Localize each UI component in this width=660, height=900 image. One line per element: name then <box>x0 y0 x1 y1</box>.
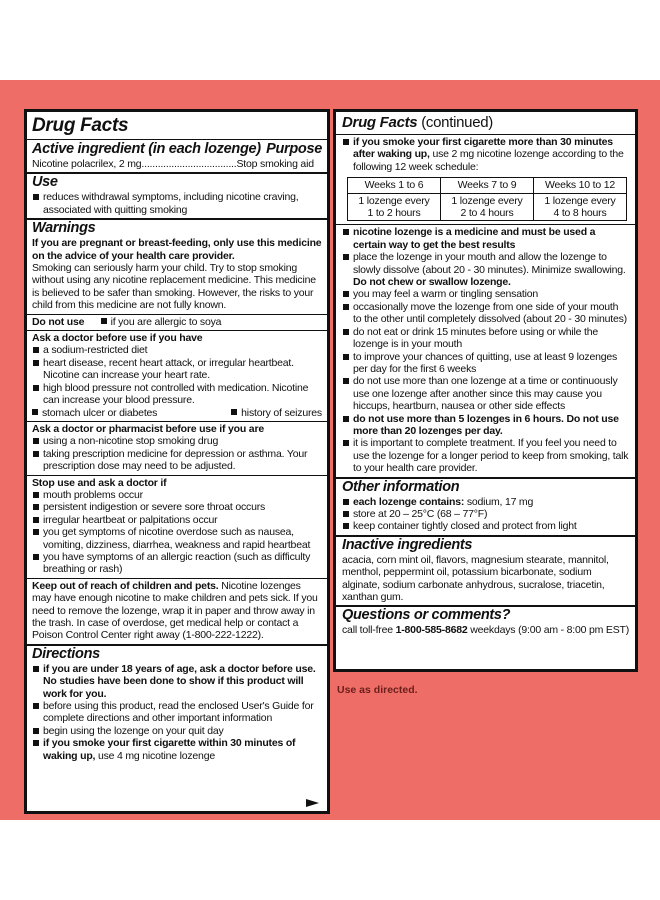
dosing-schedule-table <box>347 177 627 221</box>
ask-doctor-item: a sodium-restricted diet <box>32 344 322 356</box>
directions-item-bold: if you smoke your first cigarette more than 30 minutes after waking up, <box>353 136 613 161</box>
hours: weekdays (9:00 am - 8:00 pm EST) <box>467 624 630 637</box>
directions-item: if you are under 18 years of age, ask a doctor before use. No studies have been done to show if this product will work for you. <box>32 663 322 700</box>
stop-use-heading: Stop use and ask a doctor if <box>32 476 167 489</box>
continued-suffix: (continued) <box>417 114 493 131</box>
directions-item: do not use more than one lozenge at a time or continuously use one lozenge after another since this may cause you hiccups, heartburn, nausea or other side effects <box>342 375 629 412</box>
divider <box>27 139 327 140</box>
stomach-item-label: stomach ulcer or diabetes <box>42 406 158 419</box>
stop-use-item: persistent indigestion or severe sore throat occurs <box>32 501 322 513</box>
divider <box>27 421 327 422</box>
continued-title: Drug Facts <box>342 114 418 131</box>
directions-item-text: use 4 mg nicotine lozenge <box>95 749 215 762</box>
stop-use-item: mouth problems occur <box>32 489 322 501</box>
directions-item-text: use 2 mg nicotine lozenge according to the following 12 week schedule: <box>353 148 624 173</box>
questions-heading: Questions or comments? <box>342 607 511 624</box>
drug-facts-title: Drug Facts <box>32 115 129 136</box>
cell-line: 1 lozenge every <box>358 194 430 207</box>
active-ingredient-line <box>32 158 322 170</box>
table-cell <box>534 193 627 221</box>
cell-line: 1 to 2 hours <box>367 207 421 220</box>
seizure-item <box>231 407 322 419</box>
seizure-item-label: history of seizures <box>241 406 322 419</box>
ask-pharmacist-heading: Ask a doctor or pharmacist before use if you are <box>32 422 264 435</box>
table-row <box>348 178 627 193</box>
pregnancy-warning-text: Smoking can seriously harm your child. Try to stop smoking without using any nicotine replacement medicine. This medicine is believed to be safer than smoking. However, the risks to your child from this medicine are not fully known. <box>32 262 316 312</box>
directions-item-bold: if you smoke your first cigarette within 30 minutes of waking up, <box>43 737 296 762</box>
divider <box>336 224 635 225</box>
divider <box>27 578 327 579</box>
ask-doctor-item: heart disease, recent heart attack, or irregular heartbeat. Nicotine can increase your heart rate. <box>32 357 322 382</box>
active-ingredient-header <box>32 141 322 158</box>
purpose-value: Stop smoking aid <box>236 158 314 170</box>
active-ingredient-value: Nicotine polacrilex, 2 mg <box>32 158 142 170</box>
stomach-item <box>32 407 157 419</box>
divider <box>27 475 327 476</box>
keep-out-text: Nicotine lozenges may have enough nicotine to make children and pets sick. If you need to remove the lozenge, wrap it in paper and throw away in the trash. In case of overdose, get medical help or contact a Poison Control Center right away (1-800-222-1222). <box>32 579 318 642</box>
divider <box>336 134 635 135</box>
ask-pharmacist-item: taking prescription medicine for depression or asthma. Your prescription dose may need to be adjusted. <box>32 448 322 473</box>
directions-item-bold: Do not chew or swallow lozenge. <box>353 276 511 289</box>
directions-item <box>32 737 322 762</box>
directions-heading: Directions <box>32 645 100 662</box>
bullet-square <box>101 318 107 324</box>
directions-item: begin using the lozenge on your quit day <box>32 725 322 737</box>
phone-number: 1-800-585-8682 <box>395 624 468 637</box>
divider <box>27 314 327 315</box>
other-info-item: store at 20 – 25°C (68 – 77°F) <box>342 508 629 520</box>
pregnancy-warning: If you are pregnant or breast-feeding, only use this medicine on the advice of your health care provider. <box>32 237 322 262</box>
stop-use-item: you have symptoms of an allergic reaction (such as difficulty breathing or rash) <box>32 551 322 576</box>
use-as-directed-note: Use as directed. <box>337 684 418 696</box>
table-row <box>348 193 627 221</box>
directions-item: do not eat or drink 15 minutes before using or while the lozenge is in your mouth <box>342 326 629 351</box>
directions-item: before using this product, read the enclosed User's Guide for complete directions and other important information <box>32 700 322 725</box>
cell-line: 2 to 4 hours <box>460 207 514 220</box>
drug-facts-continued-title <box>342 114 629 132</box>
other-info-bold: each lozenge contains: <box>353 495 465 508</box>
warnings-heading: Warnings <box>32 220 96 237</box>
ask-doctor-heading: Ask a doctor before use if you have <box>32 332 203 345</box>
directions-item: do not use more than 5 lozenges in 6 hours. Do not use more than 20 lozenges per day. <box>342 413 629 438</box>
do-not-use-label: Do not use <box>32 315 85 328</box>
purpose-heading: Purpose <box>266 141 322 157</box>
ask-pharmacist-item: using a non-nicotine stop smoking drug <box>32 435 322 447</box>
call-prefix: call toll-free <box>342 624 396 637</box>
questions-line <box>342 624 629 636</box>
directions-item: to improve your chances of quitting, use at least 9 lozenges per day for the first 6 weeks <box>342 351 629 376</box>
table-cell <box>441 193 534 221</box>
directions-item <box>342 136 629 173</box>
do-not-use-line <box>32 316 322 328</box>
table-cell <box>348 193 441 221</box>
table-cell: Weeks 10 to 12 <box>534 178 627 193</box>
cell-line: 1 lozenge every <box>451 194 523 207</box>
stop-use-item: you get symptoms of nicotine overdose such as nausea, vomiting, dizziness, diarrhea, weakness and rapid heartbeat <box>32 526 322 551</box>
active-ingredient-heading: Active ingredient (in each lozenge) <box>32 141 261 157</box>
directions-item: it is important to complete treatment. If you feel you need to use the lozenge for a longer period to keep from smoking, talk to your health care provider. <box>342 437 629 474</box>
bullet-square <box>32 409 38 415</box>
other-info-item <box>342 496 629 508</box>
bullet-square <box>231 409 237 415</box>
leader-dots: ................................... <box>141 158 237 170</box>
drug-facts-panel <box>24 109 330 814</box>
keep-out-of-reach <box>32 580 322 642</box>
directions-item: you may feel a warm or tingling sensation <box>342 288 629 300</box>
other-info-text: sodium, 17 mg <box>464 495 534 508</box>
other-information-heading: Other information <box>342 478 460 495</box>
other-info-item: keep container tightly closed and protect from light <box>342 520 629 532</box>
use-item: reduces withdrawal symptoms, including nicotine craving, associated with quitting smoking <box>32 191 322 216</box>
directions-item: occasionally move the lozenge from one side of your mouth to the other until completely dissolved (about 20 - 30 minutes) <box>342 301 629 326</box>
stop-use-item: irregular heartbeat or palpitations occur <box>32 514 322 526</box>
use-heading: Use <box>32 174 58 191</box>
table-cell: Weeks 1 to 6 <box>348 178 441 193</box>
directions-item-text: place the lozenge in your mouth and allow the lozenge to slowly dissolve (about 20 - 30 minutes). Minimize swallowing. <box>353 251 626 276</box>
continued-arrow-icon <box>306 799 319 807</box>
cell-line: 1 lozenge every <box>544 194 616 207</box>
ask-doctor-item: high blood pressure not controlled with medication. Nicotine can increase your blood pressure. <box>32 382 322 407</box>
keep-out-bold: Keep out of reach of children and pets. <box>32 579 219 592</box>
inactive-ingredients-text: acacia, corn mint oil, flavors, magnesium stearate, mannitol, menthol, peppermint oil, potassium bicarbonate, sodium alginate, sodium carbonate anhydrous, sucralose, triacetin, xanthan gum. <box>342 553 609 603</box>
cell-line: 4 to 8 hours <box>553 207 607 220</box>
table-cell: Weeks 7 to 9 <box>441 178 534 193</box>
directions-item <box>342 251 629 288</box>
do-not-use-item: if you are allergic to soya <box>110 315 222 328</box>
directions-item: nicotine lozenge is a medicine and must be used a certain way to get the best results <box>342 226 629 251</box>
divider <box>27 330 327 331</box>
drug-facts-continued-panel <box>333 109 638 672</box>
inactive-ingredients-heading: Inactive ingredients <box>342 536 473 553</box>
ask-doctor-item-pair <box>32 407 322 419</box>
